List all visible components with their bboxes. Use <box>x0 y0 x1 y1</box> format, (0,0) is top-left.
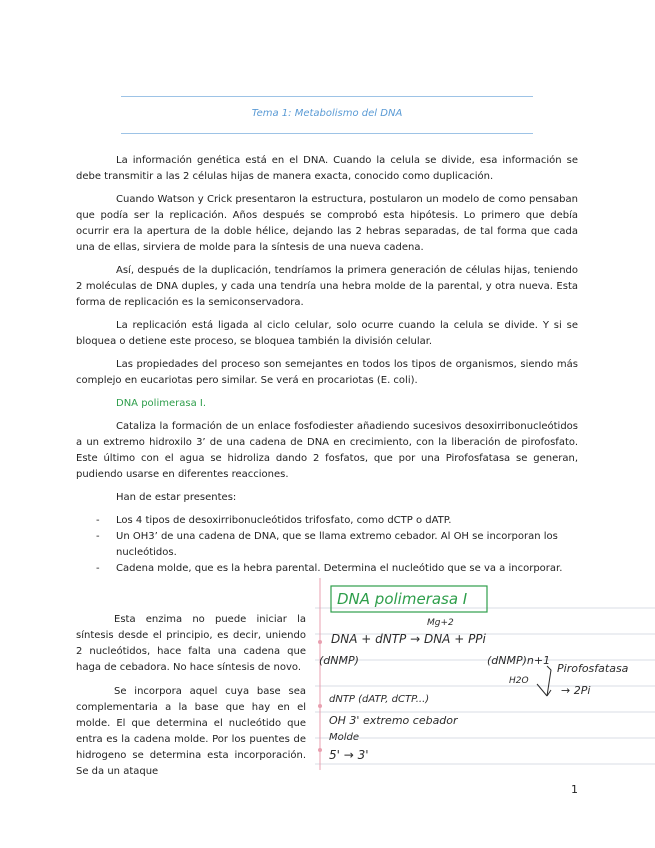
paragraph: Cataliza la formación de un enlace fosfodiester añadiendo sucesivos desoxirribonucleótidos a un extremo hidroxilo 3’ de una cadena de DNA en crecimiento, con la liberación de pirofosfato. Este último con el agua se hidroliza dando 2 fosfatos, que por una Pirofosfatasa se generan, pudiendo usarse en diferentes reacciones. <box>76 421 578 480</box>
paragraph: La información genética está en el DNA. Cuando la celula se divide, esa información se debe transmitir a las 2 células hijas de manera exacta, conocido como duplicación. <box>76 155 578 182</box>
list-item <box>76 529 578 561</box>
list-item-text: Un OH3’ de una cadena de DNA, que se llama extremo cebador. Al OH se incorporan los nucleótidos. <box>116 531 558 558</box>
page-title: Tema 1: Metabolismo del DNA <box>251 108 403 119</box>
requirements-list <box>76 513 578 577</box>
paragraph: Cuando Watson y Crick presentaron la estructura, postularon un modelo de como pensaban que podía ser la replicación. Años después se comprobó esta hipótesis. Lo primero que debía ocurrir era la apertura de la doble hélice, dejando las 2 hebras separadas, de tal forma que cada una de ellas, sirviera de molde para la síntesis de una nueva cadena. <box>76 194 578 253</box>
bullet-marker: - <box>96 515 100 526</box>
main-text <box>76 153 578 577</box>
note-mg: Mg+2 <box>427 618 454 628</box>
paragraph: Así, después de la duplicación, tendríamos la primera generación de células hijas, teniendo 2 moléculas de DNA duples, y cada una tendría una hebra molde de la parental, y otra nueva. Esta forma de replicación es la semiconservadora. <box>76 265 578 308</box>
bullet-marker: - <box>96 531 100 542</box>
note-line: 5' → 3' <box>329 748 369 762</box>
note-line: Molde <box>329 732 360 743</box>
list-intro: Han de estar presentes: <box>116 492 237 503</box>
paragraph: Se incorpora aquel cuya base sea complementaria a la base que hay en el molde. El que determina el nucleótido que entra es la cadena molde. Por los puentes de hidrogeno se determina esta incorporación. Se da un ataque <box>76 686 306 777</box>
page-number: 1 <box>571 783 578 796</box>
paragraph: La replicación está ligada al ciclo celular, solo ocurre cuando la celula se divide. Y si se bloquea o detiene este proceso, se bloquea también la división celular. <box>76 320 578 347</box>
list-item <box>76 513 578 529</box>
bullet-marker: - <box>96 563 100 574</box>
list-item <box>76 561 578 577</box>
header-rule-bottom <box>121 133 533 134</box>
note-title: DNA polimerasa I <box>337 590 468 608</box>
note-line: OH 3' extremo cebador <box>329 714 458 727</box>
paragraph: Esta enzima no puede iniciar la síntesis desde el principio, es decir, uniendo 2 nucleótidos, hace falta una cadena que haga de cebadora. No hace síntesis de novo. <box>76 614 306 673</box>
side-text <box>76 612 306 788</box>
note-water: H2O <box>509 676 529 686</box>
note-right-term: (dNMP)n+1 <box>487 654 551 667</box>
paragraph: Las propiedades del proceso son semejantes en todos los tipos de organismos, siendo más complejo en eucariotas pero similar. Se verá en procariotas (E. coli). <box>76 359 578 386</box>
note-product: → 2Pi <box>561 684 591 697</box>
section-heading: DNA polimerasa I. <box>116 398 206 409</box>
note-enzyme: Pirofosfatasa <box>557 662 629 675</box>
note-left-term: (dNMP) <box>319 654 359 667</box>
list-item-text: Los 4 tipos de desoxirribonucleótidos trifosfato, como dCTP o dATP. <box>116 515 452 526</box>
note-reaction: DNA + dNTP → DNA + PPi <box>331 632 486 646</box>
list-item-text: Cadena molde, que es la hebra parental. Determina el nucleótido que se va a incorporar. <box>116 563 563 574</box>
header-rule-top <box>121 96 533 97</box>
handwritten-note-image <box>315 578 655 770</box>
note-line: dNTP (dATP, dCTP...) <box>329 694 430 705</box>
